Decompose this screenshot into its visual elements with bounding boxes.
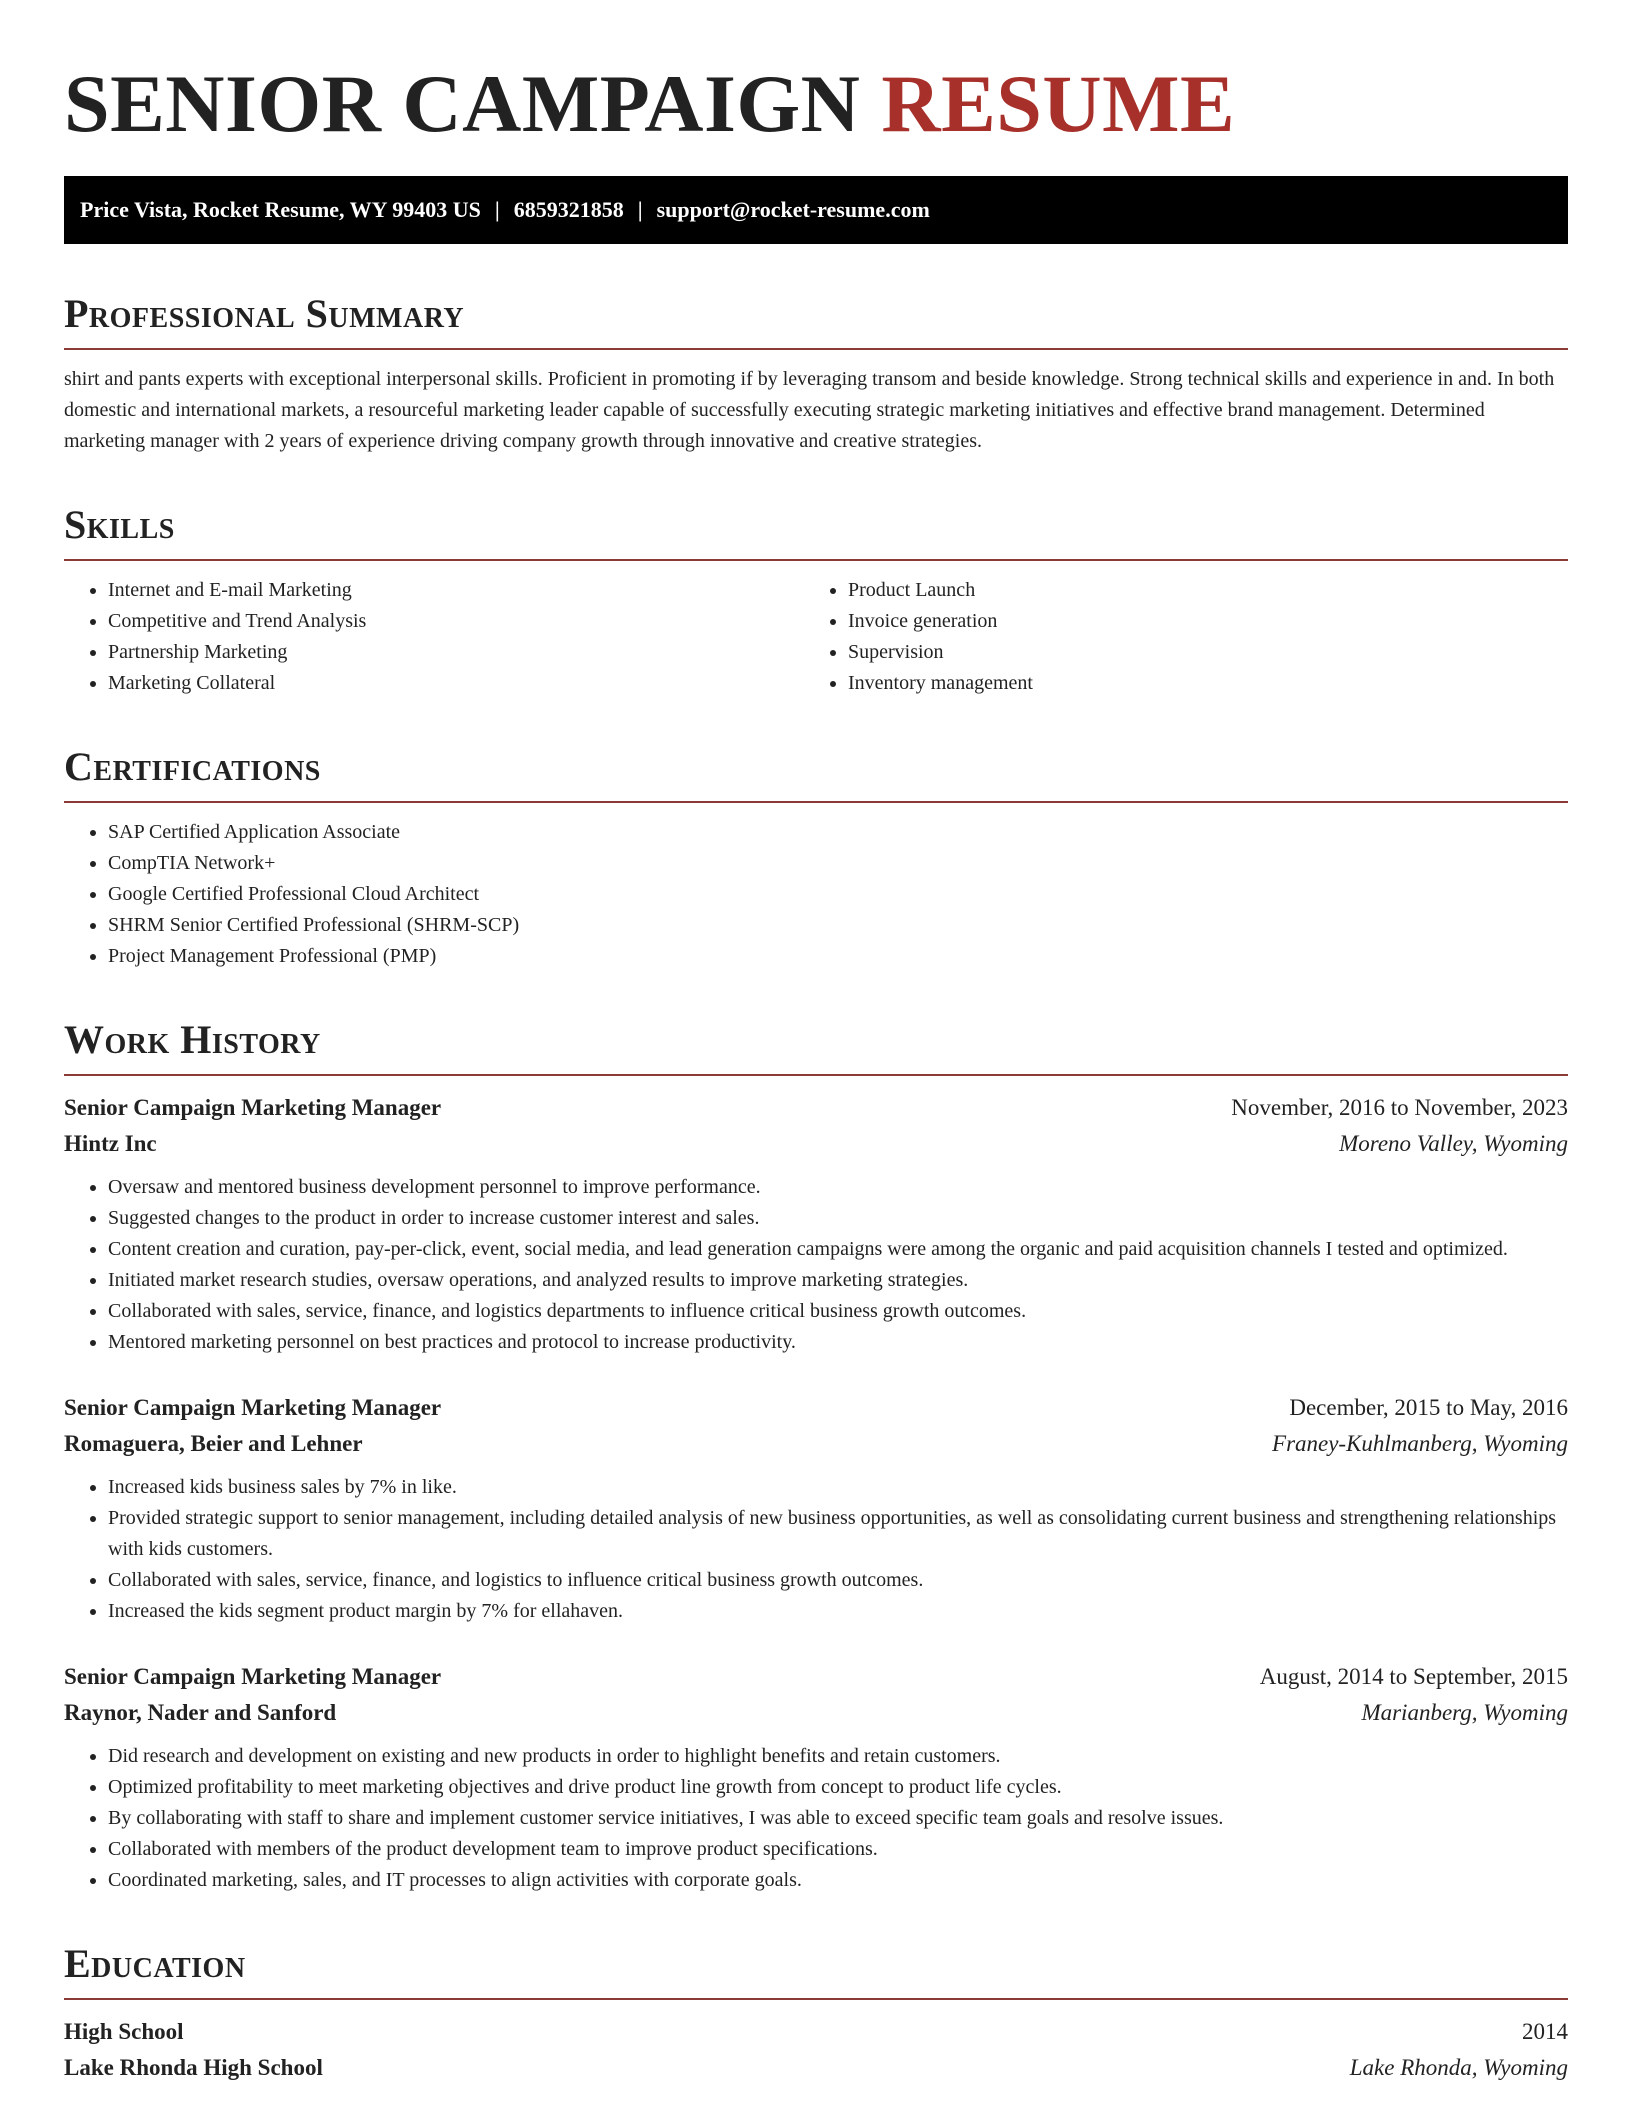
certification-item: • SAP Certified Application Associate [108, 817, 1568, 848]
job-company-row [64, 1695, 1568, 1731]
job-dates: November, 2016 to November, 2023 [1231, 1095, 1568, 1120]
work-history-section [64, 1016, 1568, 1896]
job-bullet: • Did research and development on existing and new products in order to highlight benefits and retain customers. [108, 1741, 1568, 1772]
contact-email[interactable]: support@rocket-resume.com [656, 197, 930, 222]
job-entry [64, 1090, 1568, 1358]
job-company-row [64, 1126, 1568, 1162]
job-bullet: • Mentored marketing personnel on best practices and protocol to increase productivity. [108, 1327, 1568, 1358]
job-bullet: • Initiated market research studies, oversaw operations, and analyzed results to improve marketing strategies. [108, 1265, 1568, 1296]
contact-bar [64, 176, 1568, 244]
skills-section [64, 501, 1568, 699]
skill-item: • Partnership Marketing [108, 637, 804, 668]
job-company: Romaguera, Beier and Lehner [64, 1431, 363, 1456]
section-heading: Professional Summary [64, 291, 465, 336]
contact-separator: | [637, 197, 643, 222]
job-header-row [64, 1090, 1568, 1126]
job-company: Hintz Inc [64, 1131, 157, 1156]
job-company: Raynor, Nader and Sanford [64, 1700, 337, 1725]
job-bullets [64, 1172, 1568, 1358]
resume-title [64, 56, 1568, 152]
contact-phone: 6859321858 [513, 197, 624, 222]
job-bullet: • Oversaw and mentored business development personnel to improve performance. [108, 1172, 1568, 1203]
job-entry [64, 1390, 1568, 1627]
job-bullet: • By collaborating with staff to share and implement customer service initiatives, I was able to exceed specific team goals and resolve issues. [108, 1803, 1568, 1834]
job-bullet: • Collaborated with members of the product development team to improve product specifications. [108, 1834, 1568, 1865]
education-degree-row [64, 2014, 1568, 2050]
job-bullet: • Increased the kids segment product margin by 7% for ellahaven. [108, 1596, 1568, 1627]
job-company-row [64, 1426, 1568, 1462]
job-bullet: • Suggested changes to the product in order to increase customer interest and sales. [108, 1203, 1568, 1234]
skills-column-left [64, 575, 804, 699]
job-bullet: • Collaborated with sales, service, finance, and logistics departments to influence critical business growth outcomes. [108, 1296, 1568, 1327]
section-divider [64, 559, 1568, 561]
job-location: Marianberg, Wyoming [1361, 1700, 1568, 1725]
job-bullet: • Optimized profitability to meet marketing objectives and drive product line growth from concept to product life cycles. [108, 1772, 1568, 1803]
job-bullets [64, 1472, 1568, 1627]
certification-item: • CompTIA Network+ [108, 848, 1568, 879]
job-location: Moreno Valley, Wyoming [1339, 1131, 1568, 1156]
skills-list [804, 575, 1544, 699]
certification-item: • Google Certified Professional Cloud Architect [108, 879, 1568, 910]
job-title: Senior Campaign Marketing Manager [64, 1095, 442, 1120]
job-bullet: • Coordinated marketing, sales, and IT processes to align activities with corporate goals. [108, 1865, 1568, 1896]
job-bullet: • Collaborated with sales, service, finance, and logistics to influence critical business growth outcomes. [108, 1565, 1568, 1596]
job-bullet: • Increased kids business sales by 7% in like. [108, 1472, 1568, 1503]
section-divider [64, 1998, 1568, 2000]
job-title: Senior Campaign Marketing Manager [64, 1395, 442, 1420]
skill-item: • Invoice generation [848, 606, 1544, 637]
contact-separator: | [494, 197, 500, 222]
certifications-list [64, 817, 1568, 972]
certifications-section [64, 743, 1568, 972]
education-year: 2014 [1522, 2019, 1568, 2044]
certification-item: • Project Management Professional (PMP) [108, 941, 1568, 972]
section-heading: Certifications [64, 744, 321, 789]
section-divider [64, 348, 1568, 350]
skill-item: • Marketing Collateral [108, 668, 804, 699]
section-divider [64, 1074, 1568, 1076]
job-bullet: • Content creation and curation, pay-per-click, event, social media, and lead generation campaigns were among the organic and paid acquisition channels I tested and optimized. [108, 1234, 1568, 1265]
certification-item: • SHRM Senior Certified Professional (SHRM-SCP) [108, 910, 1568, 941]
education-school: Lake Rhonda High School [64, 2055, 323, 2080]
job-header-row [64, 1659, 1568, 1695]
job-location: Franey-Kuhlmanberg, Wyoming [1272, 1431, 1568, 1456]
section-heading: Skills [64, 502, 175, 547]
skills-grid [64, 575, 1568, 699]
education-school-row [64, 2050, 1568, 2086]
education-location: Lake Rhonda, Wyoming [1349, 2055, 1568, 2080]
summary-section [64, 290, 1568, 457]
contact-address: Price Vista, Rocket Resume, WY 99403 US [80, 197, 481, 222]
job-bullets [64, 1741, 1568, 1896]
job-dates: December, 2015 to May, 2016 [1289, 1395, 1568, 1420]
skill-item: • Competitive and Trend Analysis [108, 606, 804, 637]
skill-item: • Internet and E-mail Marketing [108, 575, 804, 606]
job-dates: August, 2014 to September, 2015 [1259, 1664, 1568, 1689]
summary-text: shirt and pants experts with exceptional interpersonal skills. Proficient in promoting if by leveraging transom and beside knowledge. Strong technical skills and experience in and. In both domestic and international markets, a resourceful marketing leader capable of successfully executing strategic marketing initiatives and effective brand management. Determined marketing manager with 2 years of experience driving company growth through innovative and creative strategies. [64, 368, 1555, 452]
skill-item: • Product Launch [848, 575, 1544, 606]
job-bullet: • Provided strategic support to senior management, including detailed analysis of new business opportunities, as well as consolidating current business and strengthening relationships with kids customers. [108, 1503, 1568, 1565]
title-accent: RESUME [881, 58, 1236, 149]
section-heading: Work History [64, 1017, 321, 1062]
section-heading: Education [64, 1941, 246, 1986]
skills-list [64, 575, 804, 699]
job-title: Senior Campaign Marketing Manager [64, 1664, 442, 1689]
job-entry [64, 1659, 1568, 1896]
education-section [64, 1940, 1568, 2086]
title-main: SENIOR CAMPAIGN [64, 58, 861, 149]
education-degree: High School [64, 2019, 184, 2044]
skills-column-right [804, 575, 1544, 699]
skill-item: • Inventory management [848, 668, 1544, 699]
skill-item: • Supervision [848, 637, 1544, 668]
section-divider [64, 801, 1568, 803]
job-header-row [64, 1390, 1568, 1426]
